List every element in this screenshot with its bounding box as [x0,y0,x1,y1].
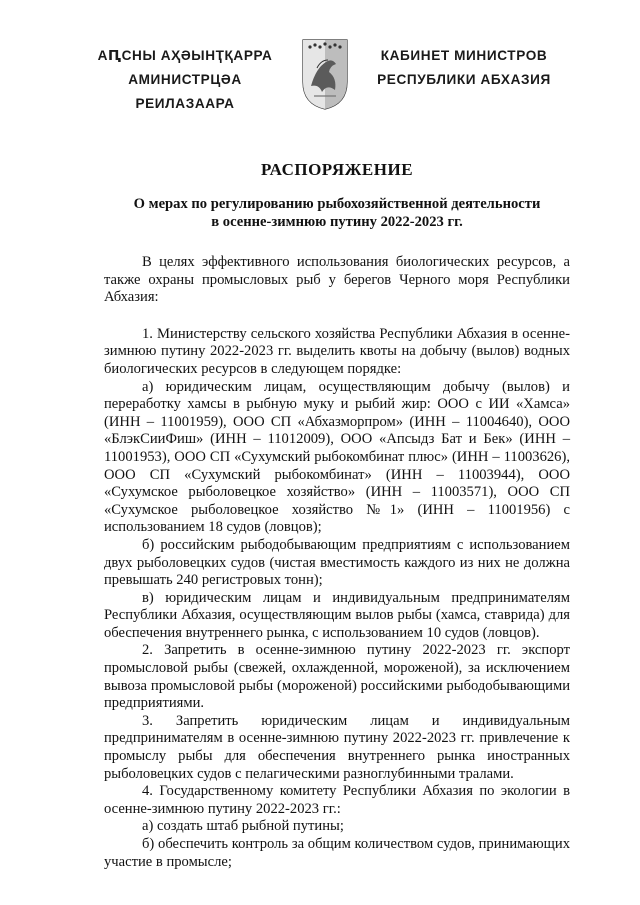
document-subtitle [104,195,570,231]
item-3-paragraph: 3. Запретить юридическим лицам и индивидуальным предпринимателям в осенне-зимнюю путину 2022-2023 гг. привлечение к промыслу рыбы для обеспечения внутреннего рынка иностранных рыболовецких судов с пелагическими разноглубинными тралами. [104,712,570,782]
subtitle-line2: в осенне-зимнюю путину 2022-2023 гг. [211,214,463,230]
item-2-paragraph: 2. Запретить в осенне-зимнюю путину 2022-2023 гг. экспорт промысловой рыбы (свежей, охлажденной, мороженой), за исключением вывоза промысловой рыбы (мороженой) российскими рыбодобывающими предприятиями. [104,642,570,712]
header-right-line2: РЕСПУБЛИКИ АБХАЗИЯ [377,72,551,87]
item-1c-paragraph: в) юридическим лицам и индивидуальным предпринимателям Республики Абхазия, осуществляющим вылов рыбы (хамса, ставрида) для обеспечения внутреннего рынка, с использованием 10 судов (ловцов). [104,589,570,641]
header-left [80,44,290,116]
header-right-line1: КАБИНЕТ МИНИСТРОВ [380,48,548,63]
item-1b-paragraph: б) российским рыбодобывающим предприятиям с использованием двух рыболовецких судов (чистая вместимость каждого из них не должна превышать 240 регистровых тонн); [104,536,570,589]
item-1a-paragraph: а) юридическим лицам, осуществляющим добычу (вылов) и переработку хамсы в рыбную муку и рыбий жир: ООО с ИИ «Хамса» (ИНН – 11001959), ООО СП «Абхазморпром» (ИНН – 11004640), ООО «БлэкСииФиш» (ИНН – 11012009), ООО «Апсыдз Бат и Бек» (ИНН – 11001953), ООО СП «Сухумский рыбокомбинат плюс» (ИНН – 11003626), ООО СП «Сухумский рыбокомбинат» (ИНН – 11003944), ООО «Сухумское рыболовецкое хозяйство» (ИНН – 11003571), ООО СП «Сухумское рыболовецкое хозяйство №1» (ИНН – 11001956) с использованием 18 судов (ловцов); [104,378,570,536]
header-left-line2: АМИНИСТРЦӘА РЕИЛАЗААРА [128,72,242,111]
header-right [360,44,568,92]
item-1-paragraph: 1. Министерству сельского хозяйства Республики Абхазия в осенне-зимнюю путину 2022-2023 гг. выделить квоты на добычу (вылов) водных биологических ресурсов в следующем порядке: [104,325,570,377]
header-left-line1: АԤСНЫ АҲӘЫНҬҚАРРА [97,48,273,63]
document-body [104,254,570,871]
item-4-paragraph: 4. Государственному комитету Республики Абхазия по экологии в осенне-зимнюю путину 2022-2023 гг.: [104,783,570,817]
subtitle-line1: О мерах по регулированию рыбохозяйственной деятельности [133,196,541,212]
item-4b-paragraph: б) обеспечить контроль за общим количеством судов, принимающих участие в промысле; [104,836,570,870]
item-4a-paragraph: а) создать штаб рыбной путины; [142,818,344,835]
preamble-paragraph: В целях эффективного использования биологических ресурсов, а также охраны промысловых рыб у берегов Черного моря Республики Абхазия: [104,254,570,306]
document-title: РАСПОРЯЖЕНИЕ [260,160,414,179]
paragraph-gap [104,307,570,326]
coat-of-arms-emblem [302,38,348,110]
